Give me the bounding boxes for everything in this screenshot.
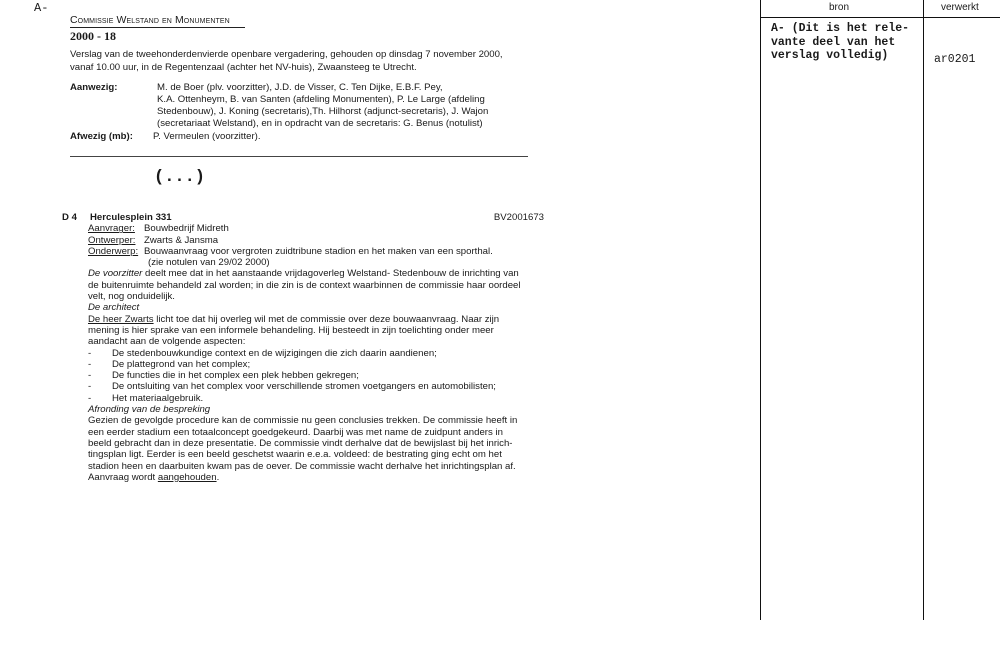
minutes-header (70, 14, 540, 143)
designer-value: Zwarts & Jansma (144, 234, 219, 246)
list-item-text: De ontsluiting van het complex voor verschillende stromen voetgangers en automobilisten; (112, 381, 496, 393)
zwarts-line: aandacht aan de volgende aspecten: (88, 336, 246, 348)
omission-marker: (...) (154, 168, 206, 187)
intro-paragraph (70, 49, 540, 73)
conclusion-line: een eerder stadium een totaalconcept goedgekeurd. Daarbij was met name de zuidpunt anders in (88, 426, 503, 438)
subject-row (88, 246, 544, 257)
panel-header-rule (760, 17, 1000, 18)
item-title: Herculesplein 331 (90, 212, 172, 223)
list-item (88, 393, 544, 404)
aspects-list (88, 348, 544, 404)
zwarts-text: licht toe dat hij overleg wil met de commissie over deze bouwaanvraag. Naar zijn (153, 313, 500, 325)
present-line: Stedenbouw), J. Koning (secretaris),Th. Hilhorst (adjunct-secretaris), J. Wajon (157, 106, 489, 118)
item-code: BV2001673 (493, 212, 544, 223)
list-item (88, 381, 544, 392)
chair-paragraph (88, 268, 544, 302)
decision-prefix: Aanvraag wordt (88, 471, 158, 483)
applicant-key: Aanvrager: (88, 223, 135, 235)
applicant-row (88, 223, 544, 234)
designer-row (88, 235, 544, 246)
subject-note: (zie notulen van 29/02 2000) (148, 257, 270, 269)
conclusion-heading: Afronding van de bespreking (88, 404, 211, 416)
present-label: Aanwezig: (70, 81, 118, 93)
list-item (88, 359, 544, 370)
bron-column-header: bron (829, 2, 850, 13)
bullet-dash: - (88, 381, 92, 393)
bullet-dash: - (88, 347, 92, 359)
list-item-text: De stedenbouwkundige context en de wijzigingen die zich daarin aandienen; (112, 347, 437, 359)
chair-text: deelt mee dat in het aanstaande vrijdagoverleg Welstand- Stedenbouw de inrichting van (142, 268, 519, 280)
decision-line (88, 472, 544, 483)
decision-value: aangehouden (157, 471, 217, 483)
agenda-item (62, 212, 544, 483)
list-item-text: De plattegrond van het complex; (112, 358, 251, 370)
item-header (62, 212, 544, 223)
chair-line: de buitenruimte behandeld zal worden; in die zin is de context waarbinnen de commissie haar oordeel (88, 279, 521, 291)
absent-label: Afwezig (mb): (70, 130, 133, 142)
verwerkt-column-header: verwerkt (941, 2, 979, 13)
zwarts-label: De heer Zwarts (88, 313, 154, 325)
absent-list: P. Vermeulen (voorzitter). (153, 130, 261, 142)
list-item-text: Het materiaalgebruik. (112, 392, 204, 404)
verwerkt-reference: ar0201 (934, 53, 976, 66)
bullet-dash: - (88, 392, 92, 404)
present-line: K.A. Ottenheym, B. van Santen (afdeling Monumenten), P. Le Large (afdeling (157, 94, 485, 106)
architect-heading: De architect (88, 302, 140, 314)
list-item (88, 370, 544, 381)
document-number: 2000 - 18 (70, 29, 116, 44)
conclusion-line: stadion heen en daarbuiten kwam pas de oever. De commissie wacht derhalve het inrichtingsplan af. (88, 460, 516, 472)
architect-paragraph (88, 314, 544, 348)
conclusion-line: tingsplan ligt. Eerder is een beeld geschetst waarin e.e.a. voldeed: de bestrating ging echt om het (88, 449, 502, 461)
bron-note: A- (Dit is het rele- vante deel van het verslag volledig) (771, 22, 910, 62)
present-line: (secretariaat Welstand), en in opdracht van de secretaris: G. Benus (notulist) (157, 118, 483, 130)
section-divider (70, 156, 528, 157)
panel-left-border (760, 0, 761, 620)
bullet-dash: - (88, 358, 92, 370)
present-line: M. de Boer (plv. voorzitter), J.D. de Visser, C. Ten Dijke, E.B.F. Pey, (157, 81, 443, 93)
bullet-dash: - (88, 370, 92, 382)
designer-key: Ontwerper: (88, 234, 136, 246)
attendance-present (70, 82, 540, 131)
present-list (138, 82, 488, 131)
margin-mark: A- (34, 1, 49, 15)
list-item-text: De functies die in het complex een plek hebben gekregen; (112, 370, 359, 382)
decision-suffix: . (216, 471, 220, 483)
chair-label: De voorzitter (88, 268, 143, 280)
conclusion-paragraph (88, 415, 544, 483)
conclusion-line: beeld gebracht dan in deze presentatie. De commissie vindt derhalve dat de bewijslast bij het inrich- (88, 437, 513, 449)
zwarts-line: mening is hier sprake van een informele behandeling. Hij besteedt in zijn toelichting onder meer (88, 324, 494, 336)
item-number: D 4 (62, 212, 77, 223)
subject-key: Onderwerp: (88, 245, 139, 257)
committee-name: Commissie Welstand en Monumenten (70, 14, 230, 26)
intro-line: vanaf 10.00 uur, in de Regentenzaal (achter het NV-huis), Zwaansteeg te Utrecht. (70, 61, 417, 73)
panel-column-divider (923, 0, 924, 620)
applicant-value: Bouwbedrijf Midreth (144, 223, 229, 235)
conclusion-line: Gezien de gevolgde procedure kan de commissie nu geen conclusies trekken. De commissie heeft in (88, 415, 518, 427)
chair-line: velt, nog onduidelijk. (88, 291, 175, 303)
intro-line: Verslag van de tweehonderdenvierde openbare vergadering, gehouden op dinsdag 7 november 2000, (70, 49, 503, 61)
item-body (62, 223, 544, 483)
subject-value: Bouwaanvraag voor vergroten zuidtribune stadion en het maken van een sporthal. (144, 245, 493, 257)
list-item (88, 348, 544, 359)
committee-underline (70, 27, 245, 28)
attendance-absent (70, 131, 540, 143)
